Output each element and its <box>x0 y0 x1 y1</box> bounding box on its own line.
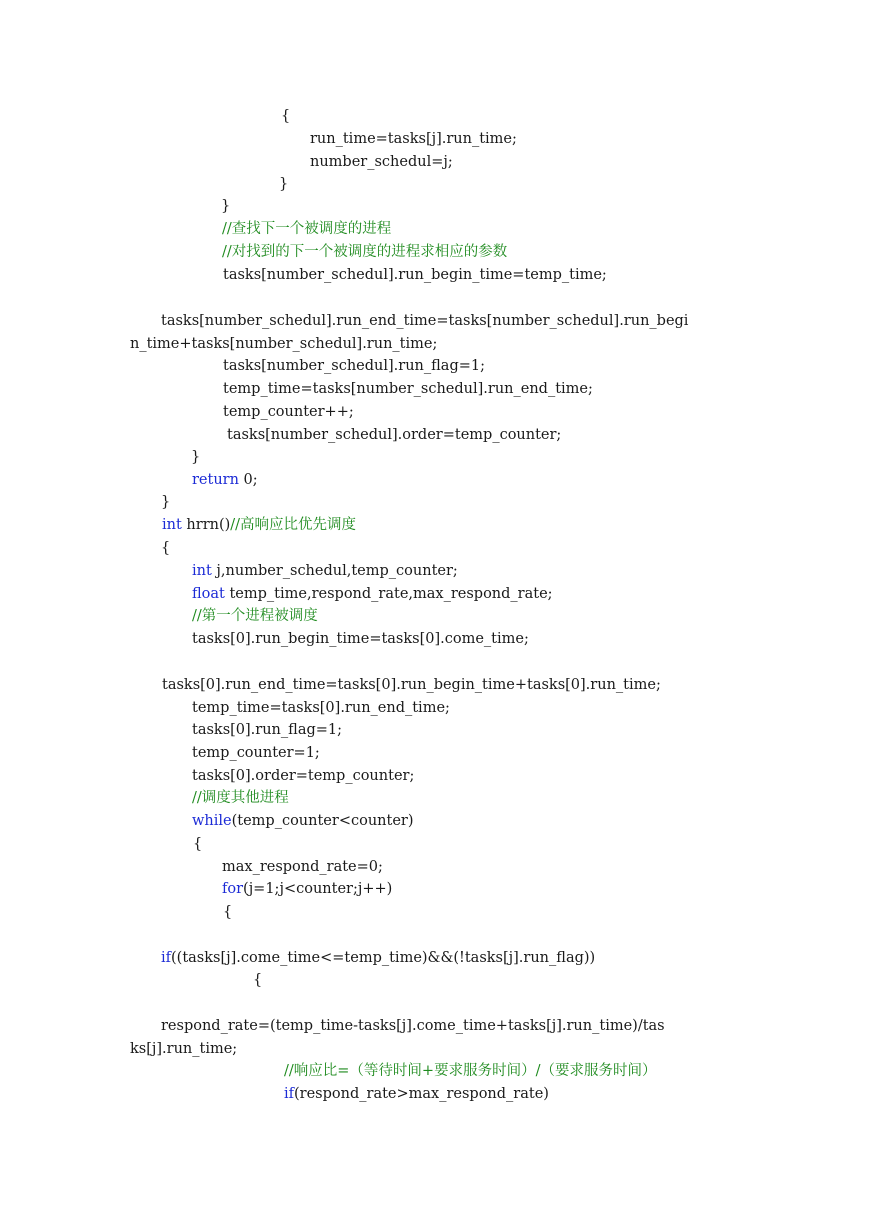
code-line <box>192 810 414 832</box>
code-line <box>223 901 232 923</box>
code-line <box>223 378 593 400</box>
code-text: (temp_counter<counter) <box>231 813 414 829</box>
code-line <box>192 765 414 787</box>
code-line <box>284 1060 656 1082</box>
code-text: } <box>221 198 231 214</box>
code-text: tasks[number_schedul].run_begin_time=temp_time; <box>223 267 607 283</box>
code-text: tasks[0].order=temp_counter; <box>192 768 415 784</box>
code-text: n_time+tasks[number_schedul].run_time; <box>130 336 438 352</box>
code-text: tasks[0].run_end_time=tasks[0].run_begin_time+tasks[0].run_time; <box>162 677 661 693</box>
code-text: { <box>193 836 203 852</box>
code-text: j,number_schedul,temp_counter; <box>211 563 458 579</box>
code-text: temp_counter=1; <box>192 745 320 761</box>
code-line <box>222 218 391 240</box>
code-text: temp_time=tasks[number_schedul].run_end_time; <box>223 381 593 397</box>
code-line <box>222 241 507 263</box>
code-line <box>222 878 392 900</box>
code-line <box>161 310 688 332</box>
code-line <box>221 195 230 217</box>
code-comment: //对找到的下一个被调度的进程求相应的参数 <box>222 244 508 260</box>
code-text: temp_counter++; <box>223 404 354 420</box>
code-line <box>162 514 356 536</box>
code-line <box>192 697 450 719</box>
code-text: (j=1;j<counter;j++) <box>243 881 393 897</box>
code-line <box>192 560 458 582</box>
code-text: { <box>161 540 171 556</box>
code-line <box>279 173 288 195</box>
code-comment: //高响应比优先调度 <box>230 517 357 533</box>
code-line <box>192 469 258 491</box>
code-line <box>222 856 383 878</box>
code-text: number_schedul=j; <box>310 154 453 170</box>
code-comment: //调度其他进程 <box>192 790 289 806</box>
code-line <box>223 355 485 377</box>
code-line <box>192 605 318 627</box>
code-keyword: int <box>192 563 212 579</box>
code-line <box>223 264 607 286</box>
code-line <box>130 333 437 355</box>
code-text: tasks[number_schedul].run_flag=1; <box>223 358 485 374</box>
code-line <box>281 105 290 127</box>
code-line <box>192 583 553 605</box>
code-text: tasks[number_schedul].run_end_time=tasks[number_schedul].run_begi <box>161 313 689 329</box>
code-comment: //第一个进程被调度 <box>192 608 318 624</box>
code-text: tasks[number_schedul].order=temp_counter; <box>227 427 562 443</box>
code-line <box>130 1038 237 1060</box>
code-text: temp_time=tasks[0].run_end_time; <box>192 700 450 716</box>
code-line <box>310 128 517 150</box>
code-keyword: float <box>192 586 225 602</box>
code-keyword: return <box>192 472 239 488</box>
code-text: { <box>253 972 263 988</box>
code-keyword: int <box>162 517 182 533</box>
code-text: respond_rate=(temp_time-tasks[j].come_time+tasks[j].run_time)/tas <box>161 1018 665 1034</box>
code-keyword: for <box>222 881 244 897</box>
code-line <box>253 969 262 991</box>
code-text: run_time=tasks[j].run_time; <box>310 131 517 147</box>
code-text: 0; <box>238 472 258 488</box>
code-line <box>310 151 453 173</box>
code-line <box>193 833 202 855</box>
code-text: } <box>279 176 289 192</box>
code-line <box>223 401 354 423</box>
code-line <box>161 947 595 969</box>
code-line <box>192 719 342 741</box>
code-keyword: if <box>161 950 172 966</box>
code-text: } <box>191 449 201 465</box>
code-line <box>284 1083 549 1105</box>
code-line <box>161 537 170 559</box>
code-text: ks[j].run_time; <box>130 1041 238 1057</box>
code-line <box>161 1015 665 1037</box>
code-keyword: while <box>192 813 232 829</box>
code-line <box>161 491 170 513</box>
code-text: max_respond_rate=0; <box>222 859 383 875</box>
code-text: temp_time,respond_rate,max_respond_rate; <box>224 586 553 602</box>
code-text: { <box>281 108 291 124</box>
code-line <box>227 424 561 446</box>
code-comment: //响应比=（等待时间+要求服务时间）/（要求服务时间） <box>284 1063 657 1079</box>
code-line <box>191 446 200 468</box>
code-text: hrrn() <box>181 517 231 533</box>
code-comment: //查找下一个被调度的进程 <box>222 221 392 237</box>
code-line <box>162 674 661 696</box>
code-line <box>192 787 289 809</box>
code-line <box>192 742 320 764</box>
code-text: tasks[0].run_flag=1; <box>192 722 343 738</box>
code-keyword: if <box>284 1086 295 1102</box>
code-line <box>192 628 529 650</box>
code-text: (respond_rate>max_respond_rate) <box>294 1086 549 1102</box>
code-text: ((tasks[j].come_time<=temp_time)&&(!tasks[j].run_flag)) <box>171 950 596 966</box>
code-text: } <box>161 494 171 510</box>
code-text: { <box>223 904 233 920</box>
code-text: tasks[0].run_begin_time=tasks[0].come_time; <box>192 631 529 647</box>
